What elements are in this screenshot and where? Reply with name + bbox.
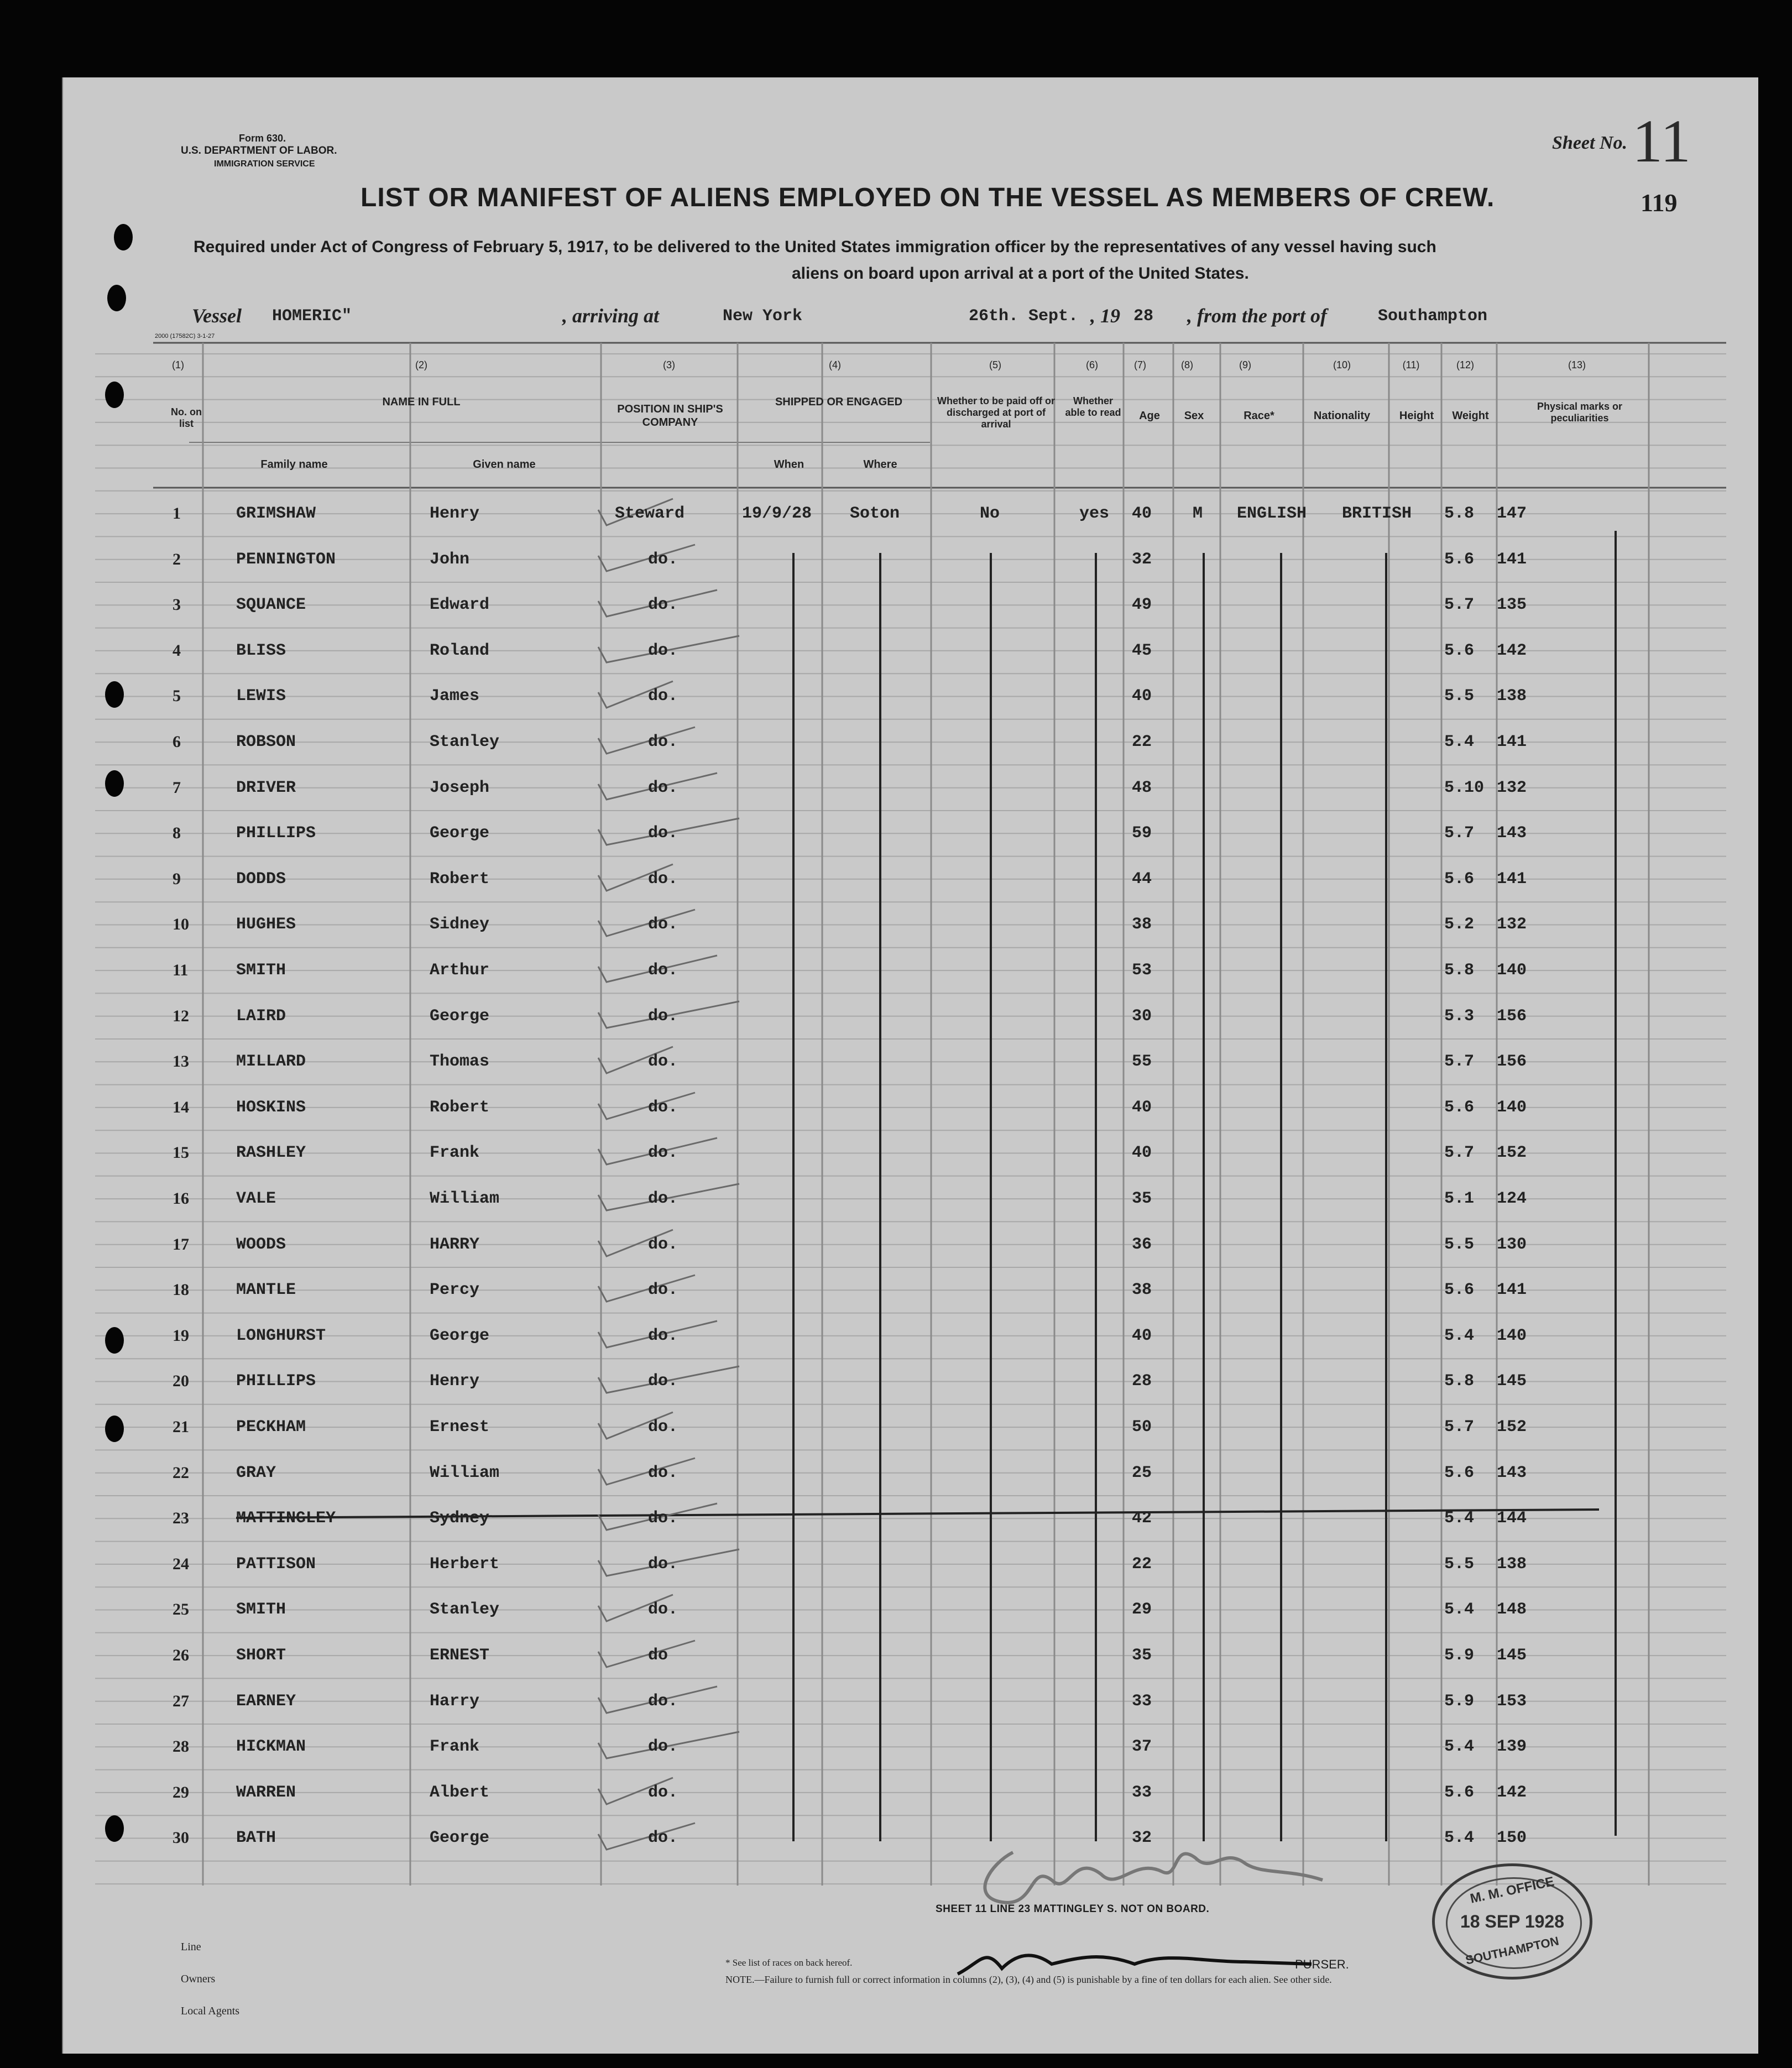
row1-able-to-read: yes xyxy=(1079,504,1110,523)
family-name: ROBSON xyxy=(236,733,296,751)
check-mark xyxy=(598,1641,695,1667)
family-name: DRIVER xyxy=(236,779,296,797)
family-name: HUGHES xyxy=(236,915,296,934)
arriving-label: , arriving at xyxy=(562,305,660,327)
print-code: 2000 (17582C) 3-1-27 xyxy=(155,333,215,340)
row-number: 25 xyxy=(173,1600,189,1618)
weight: 139 xyxy=(1497,1737,1527,1756)
col-num-3: (3) xyxy=(663,359,675,370)
col-num-8: (8) xyxy=(1181,359,1193,370)
weight: 145 xyxy=(1497,1646,1527,1665)
age: 40 xyxy=(1132,1143,1152,1162)
given-name: Harry xyxy=(430,1692,480,1711)
age: 30 xyxy=(1132,1007,1152,1026)
header-position: POSITION IN SHIP'S COMPANY xyxy=(617,403,723,429)
given-name: Albert xyxy=(430,1783,490,1802)
family-name: PHILLIPS xyxy=(236,1372,316,1391)
sheet-label: Sheet No. xyxy=(1552,133,1627,153)
year-prefix: , 19 xyxy=(1090,305,1120,327)
given-name: George xyxy=(430,824,490,843)
family-name: GRAY xyxy=(236,1464,276,1482)
header-paid-off: Whether to be paid off or discharged at port of arrival xyxy=(937,395,1055,430)
check-mark xyxy=(598,545,695,571)
line-label: Line xyxy=(181,1941,201,1953)
row-number: 20 xyxy=(173,1372,189,1390)
sheet-number: 11 xyxy=(1632,107,1691,175)
col-num-7: (7) xyxy=(1134,359,1146,370)
age: 28 xyxy=(1132,1372,1152,1391)
row-number: 8 xyxy=(173,824,181,842)
row-number: 13 xyxy=(173,1052,189,1070)
age: 35 xyxy=(1132,1189,1152,1208)
row-number: 9 xyxy=(173,870,181,888)
weight: 141 xyxy=(1497,733,1527,751)
given-name: Frank xyxy=(430,1143,480,1162)
from-label: , from the port of xyxy=(1187,305,1328,327)
family-name: LONGHURST xyxy=(236,1327,326,1345)
stamp-top-text: M. M. OFFICE xyxy=(1469,1874,1556,1907)
subtitle-line-1: Required under Act of Congress of February 5, 1917, to be delivered to the United States immigration officer by the representatives of any vessel having such xyxy=(194,238,1436,256)
family-name: GRIMSHAW xyxy=(236,504,316,523)
weight: 138 xyxy=(1497,1555,1527,1574)
position: do. xyxy=(648,1143,678,1162)
position: do. xyxy=(648,1600,678,1619)
punch-hole xyxy=(105,1327,124,1354)
given-name: Stanley xyxy=(430,1600,500,1619)
header-physical-marks: Physical marks or peculiarities xyxy=(1537,401,1623,424)
position: do. xyxy=(648,1783,678,1802)
age: 40 xyxy=(1132,1098,1152,1117)
position: do. xyxy=(648,1829,678,1847)
position: do. xyxy=(648,961,678,980)
position: do. xyxy=(648,1737,678,1756)
position: do. xyxy=(648,824,678,843)
age: 36 xyxy=(1132,1235,1152,1254)
vessel-label: Vessel xyxy=(192,305,242,327)
col-num-13: (13) xyxy=(1568,359,1586,370)
height: 5.3 xyxy=(1444,1007,1475,1026)
weight: 156 xyxy=(1497,1052,1527,1071)
row-number: 26 xyxy=(173,1646,189,1664)
age: 38 xyxy=(1132,1281,1152,1299)
check-mark xyxy=(598,1823,695,1850)
family-name: VALE xyxy=(236,1189,276,1208)
given-name: Sidney xyxy=(430,915,490,934)
position: do. xyxy=(648,1555,678,1574)
age: 50 xyxy=(1132,1418,1152,1437)
position: do. xyxy=(648,550,678,569)
position: do. xyxy=(648,1235,678,1254)
height: 5.9 xyxy=(1444,1646,1475,1665)
height: 5.5 xyxy=(1444,687,1475,706)
position: do. xyxy=(648,870,678,889)
weight: 140 xyxy=(1497,961,1527,980)
height: 5.2 xyxy=(1444,915,1475,934)
age: 40 xyxy=(1132,687,1152,706)
height: 5.6 xyxy=(1444,870,1475,889)
row-number: 7 xyxy=(173,779,181,797)
row1-position: Steward xyxy=(615,504,685,523)
weight: 141 xyxy=(1497,1281,1527,1299)
height: 5.5 xyxy=(1444,1235,1475,1254)
family-name: SMITH xyxy=(236,1600,286,1619)
row-number: 6 xyxy=(173,733,181,751)
height: 5.7 xyxy=(1444,596,1475,614)
height: 5.1 xyxy=(1444,1189,1475,1208)
family-name: SHORT xyxy=(236,1646,286,1665)
col-num-2: (2) xyxy=(415,359,427,370)
height: 5.7 xyxy=(1444,824,1475,843)
punch-hole xyxy=(114,224,133,250)
given-name: Robert xyxy=(430,870,490,889)
row-number: 11 xyxy=(173,961,189,979)
family-name: MATTINGLEY xyxy=(236,1509,336,1528)
height: 5.4 xyxy=(1444,1600,1475,1619)
height: 5.7 xyxy=(1444,1418,1475,1437)
age: 45 xyxy=(1132,641,1152,660)
weight: 143 xyxy=(1497,1464,1527,1482)
col-num-6: (6) xyxy=(1086,359,1098,370)
position: do. xyxy=(648,1327,678,1345)
position: do. xyxy=(648,596,678,614)
height: 5.6 xyxy=(1444,1464,1475,1482)
height: 5.4 xyxy=(1444,1509,1475,1528)
family-name: LAIRD xyxy=(236,1007,286,1026)
family-name: WARREN xyxy=(236,1783,296,1802)
family-name: PENNINGTON xyxy=(236,550,336,569)
given-name: Robert xyxy=(430,1098,490,1117)
given-name: George xyxy=(430,1007,490,1026)
height: 5.6 xyxy=(1444,641,1475,660)
age: 42 xyxy=(1132,1509,1152,1528)
age: 53 xyxy=(1132,961,1152,980)
purser-signature xyxy=(958,1955,1312,1974)
header-given-name: Given name xyxy=(473,458,536,471)
given-name: Ernest xyxy=(430,1418,490,1437)
row-number: 23 xyxy=(173,1509,189,1527)
age: 22 xyxy=(1132,733,1152,751)
family-name: PATTISON xyxy=(236,1555,316,1574)
header-shipped: SHIPPED OR ENGAGED xyxy=(775,396,903,408)
weight: 156 xyxy=(1497,1007,1527,1026)
handwritten-signature-1 xyxy=(985,1852,1323,1903)
height: 5.4 xyxy=(1444,733,1475,751)
row1-paid-off: No xyxy=(980,504,1000,523)
weight: 147 xyxy=(1497,504,1527,523)
row-number: 14 xyxy=(173,1098,189,1116)
age: 55 xyxy=(1132,1052,1152,1071)
row-number: 29 xyxy=(173,1783,189,1801)
row1-race: ENGLISH xyxy=(1237,504,1307,523)
check-mark xyxy=(598,1275,695,1302)
position: do. xyxy=(648,641,678,660)
given-name: James xyxy=(430,687,480,706)
family-name: WOODS xyxy=(236,1235,286,1254)
position: do. xyxy=(648,733,678,751)
col-num-12: (12) xyxy=(1456,359,1474,370)
header-weight: Weight xyxy=(1452,410,1489,422)
weight: 152 xyxy=(1497,1418,1527,1437)
given-name: Frank xyxy=(430,1737,480,1756)
given-name: Henry xyxy=(430,504,480,523)
given-name: George xyxy=(430,1829,490,1847)
age: 22 xyxy=(1132,1555,1152,1574)
family-name: HICKMAN xyxy=(236,1737,306,1756)
family-name: PECKHAM xyxy=(236,1418,306,1437)
row-number: 28 xyxy=(173,1737,189,1756)
age: 40 xyxy=(1132,504,1152,523)
check-mark xyxy=(598,727,695,754)
age: 40 xyxy=(1132,1327,1152,1345)
row-number: 19 xyxy=(173,1327,189,1345)
given-name: Arthur xyxy=(430,961,490,980)
row1-sex: M xyxy=(1193,504,1203,523)
given-name: Henry xyxy=(430,1372,480,1391)
position: do. xyxy=(648,915,678,934)
position: do. xyxy=(648,1418,678,1437)
check-mark xyxy=(598,1458,695,1485)
position: do. xyxy=(648,687,678,706)
position: do. xyxy=(648,1281,678,1299)
age: 32 xyxy=(1132,1829,1152,1847)
weight: 152 xyxy=(1497,1143,1527,1162)
col-num-4: (4) xyxy=(829,359,841,370)
age: 59 xyxy=(1132,824,1152,843)
races-note: * See list of races on back hereof. xyxy=(725,1957,853,1968)
age: 49 xyxy=(1132,596,1152,614)
header-height: Height xyxy=(1399,410,1434,422)
given-name: William xyxy=(430,1189,500,1208)
header-when: When xyxy=(774,458,804,471)
weight: 148 xyxy=(1497,1600,1527,1619)
weight: 130 xyxy=(1497,1235,1527,1254)
age: 33 xyxy=(1132,1692,1152,1711)
row-number: 12 xyxy=(173,1007,189,1025)
header-where: Where xyxy=(863,458,897,471)
header-no-on-list: No. on list xyxy=(171,406,202,429)
position: do. xyxy=(648,779,678,797)
given-name: Roland xyxy=(430,641,490,660)
weight: 141 xyxy=(1497,870,1527,889)
punch-hole xyxy=(105,1815,124,1842)
row1-where: Soton xyxy=(850,504,900,523)
family-name: HOSKINS xyxy=(236,1098,306,1117)
height: 5.6 xyxy=(1444,1098,1475,1117)
row-number: 27 xyxy=(173,1692,189,1710)
family-name: RASHLEY xyxy=(236,1143,306,1162)
punch-hole xyxy=(105,1416,124,1442)
family-name: BATH xyxy=(236,1829,276,1847)
service: IMMIGRATION SERVICE xyxy=(214,159,315,169)
weight: 135 xyxy=(1497,596,1527,614)
family-name: BLISS xyxy=(236,641,286,660)
header-nationality: Nationality xyxy=(1313,410,1371,422)
given-name: Herbert xyxy=(430,1555,500,1574)
col-num-5: (5) xyxy=(989,359,1001,370)
local-agents-label: Local Agents xyxy=(181,2005,240,2017)
header-able-to-read: Whether able to read xyxy=(1065,395,1121,418)
manifest-sheet xyxy=(62,77,1758,2054)
weight: 138 xyxy=(1497,687,1527,706)
weight: 145 xyxy=(1497,1372,1527,1391)
arrival-date: 26th. Sept. xyxy=(969,307,1079,326)
failure-note: NOTE.—Failure to furnish full or correct information in columns (2), (3), (4) and (5) is punishable by a fine of ten dollars for each alien. See other side. xyxy=(725,1974,1332,1985)
age: 25 xyxy=(1132,1464,1152,1482)
position: do. xyxy=(648,1098,678,1117)
subtitle-line-2: aliens on board upon arrival at a port of the United States. xyxy=(792,264,1249,283)
mm-office-stamp xyxy=(1432,1863,1592,1980)
height: 5.5 xyxy=(1444,1555,1475,1574)
weight: 142 xyxy=(1497,1783,1527,1802)
given-name: Sydney xyxy=(430,1509,490,1528)
height: 5.6 xyxy=(1444,550,1475,569)
position: do. xyxy=(648,1189,678,1208)
given-name: HARRY xyxy=(430,1235,480,1254)
owners-label: Owners xyxy=(181,1973,216,1985)
row1-when: 19/9/28 xyxy=(742,504,812,523)
row-number: 30 xyxy=(173,1829,189,1847)
year-suffix: 28 xyxy=(1133,307,1154,326)
weight: 142 xyxy=(1497,641,1527,660)
row1-nationality: BRITISH xyxy=(1342,504,1412,523)
height: 5.10 xyxy=(1444,779,1485,797)
arriving-port: New York xyxy=(723,307,803,326)
position: do. xyxy=(648,1464,678,1482)
family-name: PHILLIPS xyxy=(236,824,316,843)
row-number: 22 xyxy=(173,1464,189,1482)
check-mark xyxy=(598,1093,695,1119)
height: 5.4 xyxy=(1444,1327,1475,1345)
height: 5.8 xyxy=(1444,504,1475,523)
given-name: John xyxy=(430,550,470,569)
family-name: LEWIS xyxy=(236,687,286,706)
signatures xyxy=(936,1819,1433,1985)
col-num-1: (1) xyxy=(172,359,184,370)
weight: 132 xyxy=(1497,915,1527,934)
position: do. xyxy=(648,1692,678,1711)
age: 35 xyxy=(1132,1646,1152,1665)
weight: 143 xyxy=(1497,824,1527,843)
height: 5.8 xyxy=(1444,1372,1475,1391)
header-age: Age xyxy=(1139,410,1160,422)
height: 5.4 xyxy=(1444,1829,1475,1847)
punch-hole xyxy=(105,681,124,708)
family-name: DODDS xyxy=(236,870,286,889)
given-name: George xyxy=(430,1327,490,1345)
weight: 132 xyxy=(1497,779,1527,797)
not-on-board-note: SHEET 11 LINE 23 MATTINGLEY S. NOT ON BOARD. xyxy=(936,1903,1210,1915)
height: 5.7 xyxy=(1444,1052,1475,1071)
position: do. xyxy=(648,1372,678,1391)
from-port: Southampton xyxy=(1378,307,1488,326)
family-name: SMITH xyxy=(236,961,286,980)
row-number: 1 xyxy=(173,504,181,523)
header-family-name: Family name xyxy=(260,458,328,471)
punch-hole xyxy=(107,285,126,311)
row-number: 21 xyxy=(173,1418,189,1436)
weight: 140 xyxy=(1497,1098,1527,1117)
height: 5.7 xyxy=(1444,1143,1475,1162)
header-name-in-full: NAME IN FULL xyxy=(382,396,461,408)
row-number: 18 xyxy=(173,1281,189,1299)
position: do. xyxy=(648,1052,678,1071)
family-name: EARNEY xyxy=(236,1692,296,1711)
col-num-11: (11) xyxy=(1402,359,1420,370)
age: 29 xyxy=(1132,1600,1152,1619)
weight: 140 xyxy=(1497,1327,1527,1345)
row-number: 3 xyxy=(173,596,181,614)
stamp-bottom-text: SOUTHAMPTON xyxy=(1464,1934,1560,1967)
weight: 144 xyxy=(1497,1509,1527,1528)
page-title: LIST OR MANIFEST OF ALIENS EMPLOYED ON THE VESSEL AS MEMBERS OF CREW. xyxy=(361,183,1495,212)
page-number: 119 xyxy=(1641,189,1678,217)
weight: 153 xyxy=(1497,1692,1527,1711)
given-name: ERNEST xyxy=(430,1646,490,1665)
form-number: Form 630. xyxy=(239,133,286,144)
weight: 124 xyxy=(1497,1189,1527,1208)
row-number: 17 xyxy=(173,1235,189,1254)
age: 37 xyxy=(1132,1737,1152,1756)
family-name: MANTLE xyxy=(236,1281,296,1299)
col-num-10: (10) xyxy=(1333,359,1351,370)
height: 5.9 xyxy=(1444,1692,1475,1711)
family-name: SQUANCE xyxy=(236,596,306,614)
check-mark xyxy=(598,910,695,936)
row-number: 10 xyxy=(173,915,189,933)
row-number: 4 xyxy=(173,641,181,660)
given-name: Joseph xyxy=(430,779,490,797)
family-name: MILLARD xyxy=(236,1052,306,1071)
age: 38 xyxy=(1132,915,1152,934)
header-race: Race* xyxy=(1244,410,1274,422)
weight: 150 xyxy=(1497,1829,1527,1847)
age: 44 xyxy=(1132,870,1152,889)
height: 5.4 xyxy=(1444,1737,1475,1756)
given-name: Edward xyxy=(430,596,490,614)
punch-hole xyxy=(105,382,124,408)
given-name: Percy xyxy=(430,1281,480,1299)
purser-label: PURSER. xyxy=(1295,1957,1349,1971)
row-number: 5 xyxy=(173,687,181,705)
age: 48 xyxy=(1132,779,1152,797)
col-num-9: (9) xyxy=(1239,359,1251,370)
row-number: 15 xyxy=(173,1143,189,1162)
position: do. xyxy=(648,1509,678,1528)
row-number: 24 xyxy=(173,1555,189,1573)
height: 5.8 xyxy=(1444,961,1475,980)
stamp-date: 18 SEP 1928 xyxy=(1460,1912,1564,1931)
header-sex: Sex xyxy=(1184,410,1204,422)
position: do. xyxy=(648,1007,678,1026)
row-number: 2 xyxy=(173,550,181,568)
age: 32 xyxy=(1132,550,1152,569)
height: 5.6 xyxy=(1444,1783,1475,1802)
row-number: 16 xyxy=(173,1189,189,1208)
weight: 141 xyxy=(1497,550,1527,569)
given-name: William xyxy=(430,1464,500,1482)
age: 33 xyxy=(1132,1783,1152,1802)
punch-hole xyxy=(105,770,124,797)
department: U.S. DEPARTMENT OF LABOR. xyxy=(181,145,337,156)
position: do xyxy=(648,1646,668,1665)
vessel-name: HOMERIC" xyxy=(272,307,352,326)
given-name: Thomas xyxy=(430,1052,490,1071)
height: 5.6 xyxy=(1444,1281,1475,1299)
given-name: Stanley xyxy=(430,733,500,751)
